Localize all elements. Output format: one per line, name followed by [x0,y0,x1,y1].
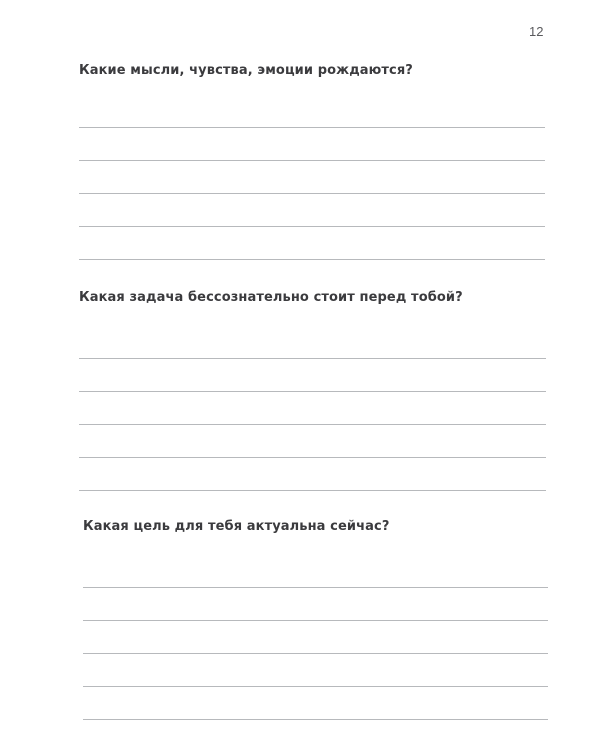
question-heading: Какая задача бессознательно стоит перед тобой? [79,290,463,305]
answer-line[interactable] [79,227,545,260]
answer-line[interactable] [79,458,546,491]
answer-line[interactable] [83,555,548,588]
answer-line[interactable] [79,359,546,392]
answer-lines [83,555,548,720]
answer-line[interactable] [79,194,545,227]
question-block-thoughts-feelings [79,62,549,260]
answer-lines [79,95,545,260]
answer-line[interactable] [79,392,546,425]
answer-line[interactable] [79,161,545,194]
answer-line[interactable] [79,128,545,161]
question-block-current-goal [83,518,553,720]
answer-line[interactable] [83,621,548,654]
page-number: 12 [529,24,544,39]
question-block-unconscious-task [79,289,549,491]
answer-line[interactable] [83,588,548,621]
answer-line[interactable] [83,687,548,720]
answer-line[interactable] [79,425,546,458]
question-heading: Какие мысли, чувства, эмоции рождаются? [79,63,413,78]
question-heading: Какая цель для тебя актуальна сейчас? [83,519,390,534]
answer-lines [79,326,546,491]
answer-line[interactable] [83,654,548,687]
answer-line[interactable] [79,95,545,128]
answer-line[interactable] [79,326,546,359]
